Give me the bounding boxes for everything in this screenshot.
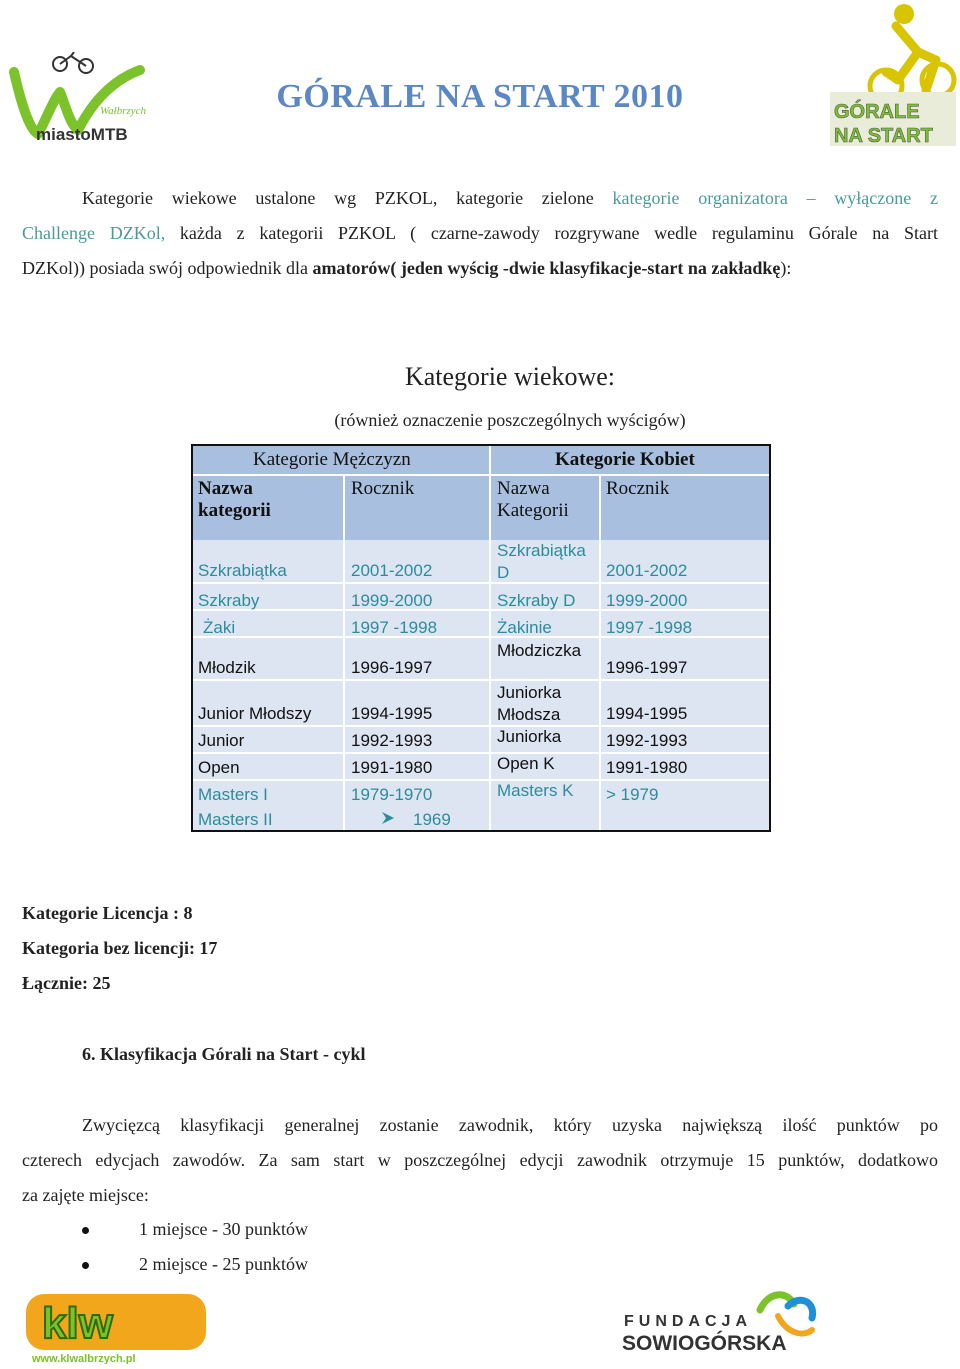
page-title: GÓRALE NA START 2010 — [276, 78, 684, 115]
age-categories-subheading: (również oznaczenie poszczególnych wyścigów) — [334, 410, 686, 430]
licence-categories-total: Kategorie Licencja : 8 — [22, 903, 193, 923]
table-cell: 1979-1970 — [351, 785, 433, 804]
table-cell: 1969 — [413, 810, 451, 829]
klw-logo — [24, 1288, 214, 1364]
table-cell: Juniorka Młodsza — [497, 683, 562, 724]
table-cell: 1997 -1998 — [606, 618, 693, 637]
arrow-bullet-icon — [381, 810, 395, 830]
bullet-icon — [82, 1227, 89, 1234]
table-cell: 2001-2002 — [351, 561, 433, 580]
intro-paragraph — [22, 181, 938, 286]
table-cell: 1996-1997 — [606, 658, 688, 677]
table-cell: Młodzik — [198, 658, 256, 677]
svg-text:miastoMTB: miastoMTB — [36, 125, 128, 144]
table-cell: 1992-1993 — [351, 731, 433, 750]
svg-text:Wałbrzych: Wałbrzych — [100, 105, 147, 117]
table-cell: 1996-1997 — [351, 658, 433, 677]
svg-text:GÓRALE: GÓRALE — [834, 101, 920, 123]
table-cell: 1997 -1998 — [351, 618, 438, 637]
svg-text:NA START: NA START — [834, 125, 933, 147]
table-cell: Open K — [497, 754, 555, 773]
categories-table — [191, 444, 771, 832]
intro-line-3: DZKol)) posiada swój odpowiednik dla amatorów( jeden wyścig -dwie klasyfikacje-start na zakładkę): — [22, 258, 792, 278]
table-cell: Masters I — [198, 785, 268, 804]
table-cell: 2001-2002 — [606, 561, 688, 580]
svg-text:SOWIOGÓRSKA: SOWIOGÓRSKA — [622, 1332, 787, 1355]
overall-total: Łącznie: 25 — [22, 973, 111, 993]
svg-text:klw: klw — [42, 1299, 113, 1348]
table-cell: Open — [198, 758, 240, 777]
classification-line-2: czterech edycjach zawodów. Za sam start w poszczególnej edycji zawodnik otrzymuje 15 punktów, dodatkowo — [22, 1150, 938, 1170]
table-cell: > 1979 — [606, 785, 659, 804]
intro-line-1: Kategorie wiekowe ustalone wg PZKOL, kategorie zielone kategorie organizatora – wyłączone z — [82, 188, 938, 208]
list-item: 2 miejsce - 25 punktów — [82, 1254, 308, 1275]
table-cell: Żaki — [203, 618, 236, 637]
table-cell: Szkrabiątka D — [497, 541, 586, 582]
table-cell: Szkraby D — [497, 591, 576, 610]
intro-line-2: Challenge DZKol, każda z kategorii PZKOL ( czarne-zawody rozgrywane wedle regulaminu Górale na Start — [22, 223, 938, 243]
bullet-icon — [82, 1262, 89, 1269]
men-col-name-header: Nazwa kategorii — [198, 478, 271, 521]
organizer-categories-text: kategorie organizatora – wyłączone z — [612, 188, 938, 208]
table-cell: Masters II — [198, 810, 273, 829]
women-categories-header: Kategorie Kobiet — [555, 449, 695, 470]
table-cell: Juniorka — [497, 727, 562, 746]
table-cell: 1999-2000 — [351, 591, 433, 610]
table-cell: Junior — [198, 731, 245, 750]
table-cell: Młodziczka — [497, 641, 582, 660]
table-cell: Szkraby — [198, 591, 260, 610]
gorale-na-start-logo — [826, 0, 960, 150]
svg-text:www.klwalbrzych.pl: www.klwalbrzych.pl — [32, 1353, 136, 1364]
men-col-year-header: Rocznik — [351, 478, 415, 499]
table-cell: Szkrabiątka — [198, 561, 287, 580]
table-cell: 1991-1980 — [606, 758, 688, 777]
section-6-heading: 6. Klasyfikacja Górali na Start - cykl — [82, 1044, 366, 1064]
men-categories-header: Kategorie Mężczyzn — [253, 449, 411, 470]
list-item: 1 miejsce - 30 punktów — [82, 1219, 308, 1240]
table-cell: 1992-1993 — [606, 731, 688, 750]
svg-text:FUNDACJA: FUNDACJA — [624, 1313, 752, 1330]
table-cell: Masters K — [497, 781, 574, 800]
classification-paragraph — [22, 1108, 938, 1213]
women-col-year-header: Rocznik — [606, 478, 670, 499]
fundacja-sowiogorska-logo — [618, 1286, 822, 1364]
table-cell: 1994-1995 — [351, 704, 433, 723]
classification-line-3: za zajęte miejsce: — [22, 1185, 149, 1205]
table-cell: 1999-2000 — [606, 591, 688, 610]
table-cell: 1994-1995 — [606, 704, 688, 723]
table-cell: 1991-1980 — [351, 758, 433, 777]
table-cell: Junior Młodszy — [198, 704, 312, 723]
women-col-name-header: Nazwa Kategorii — [497, 478, 569, 521]
classification-line-1: Zwycięzcą klasyfikacji generalnej zostanie zawodnik, który uzyska największą ilość punktów po — [82, 1115, 938, 1135]
no-licence-categories-total: Kategoria bez licencji: 17 — [22, 938, 218, 958]
table-cell: Żakinie — [497, 618, 552, 637]
age-categories-heading: Kategorie wiekowe: — [404, 362, 616, 391]
